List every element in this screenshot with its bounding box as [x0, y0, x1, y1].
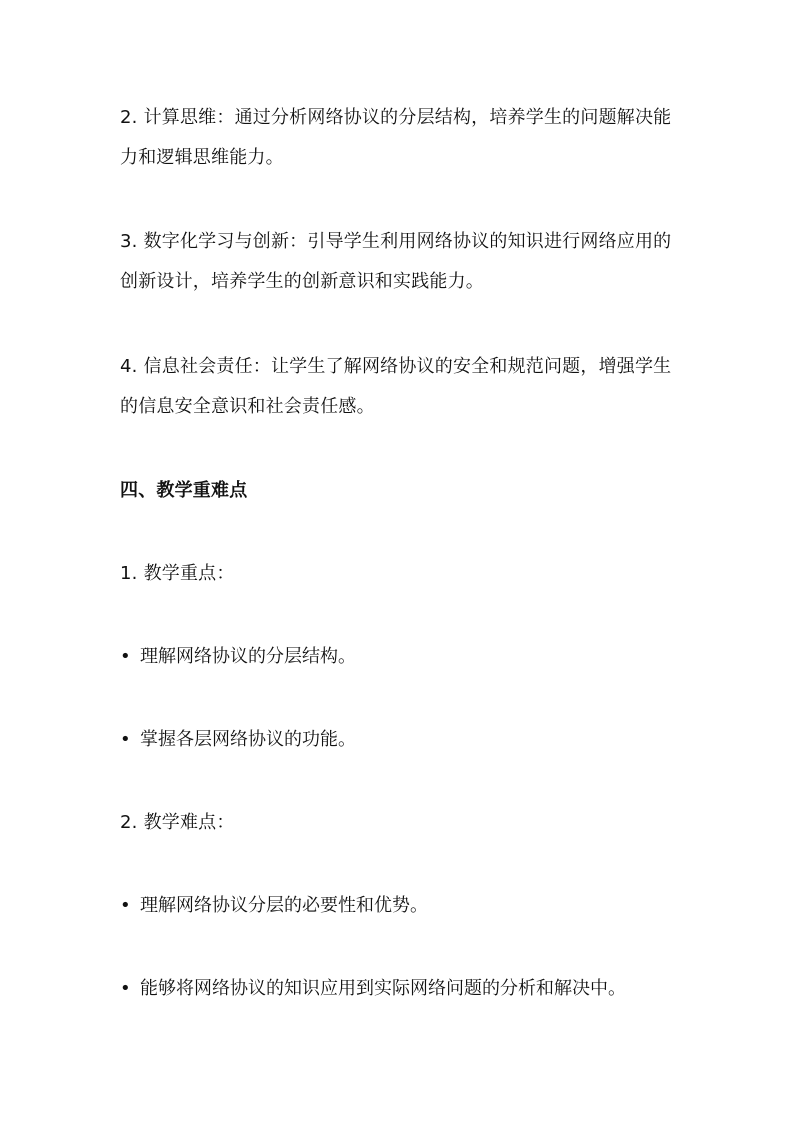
- bullet-icon: •: [120, 729, 131, 750]
- bullet-icon: •: [120, 895, 131, 916]
- list-item: [120, 720, 680, 760]
- paragraph-text: 数字化学习与创新：引导学生利用网络协议的知识进行网络应用的创新设计，培养学生的创新意识和实践能力。: [120, 231, 672, 292]
- paragraph-computational-thinking: [120, 98, 680, 178]
- section-heading: 四、教学重难点: [120, 480, 248, 501]
- difficult-points-label: [120, 803, 680, 843]
- list-item-text: 掌握各层网络协议的功能。: [140, 729, 356, 750]
- list-item-text: 理解网络协议的分层结构。: [140, 646, 356, 667]
- paragraph-number: 4.: [120, 356, 138, 377]
- list-label: 教学难点：: [143, 812, 235, 833]
- paragraph-text: 计算思维：通过分析网络协议的分层结构，培养学生的问题解决能力和逻辑思维能力。: [120, 107, 672, 168]
- list-number: 1.: [120, 563, 138, 584]
- list-label: 教学重点：: [143, 563, 235, 584]
- paragraph-social-responsibility: [120, 347, 680, 427]
- list-item-text: 理解网络协议分层的必要性和优势。: [140, 895, 428, 916]
- list-number: 2.: [120, 812, 138, 833]
- bullet-icon: •: [120, 978, 131, 999]
- key-points-label: [120, 554, 680, 594]
- list-item: [120, 969, 680, 1009]
- paragraph-number: 3.: [120, 231, 138, 252]
- list-item: [120, 637, 680, 677]
- bullet-icon: •: [120, 646, 131, 667]
- paragraph-digital-learning: [120, 222, 680, 302]
- list-item-text: 能够将网络协议的知识应用到实际网络问题的分析和解决中。: [140, 978, 626, 999]
- paragraph-number: 2.: [120, 107, 138, 128]
- list-item: [120, 886, 680, 926]
- paragraph-text: 信息社会责任：让学生了解网络协议的安全和规范问题，增强学生的信息安全意识和社会责任感。: [120, 356, 672, 417]
